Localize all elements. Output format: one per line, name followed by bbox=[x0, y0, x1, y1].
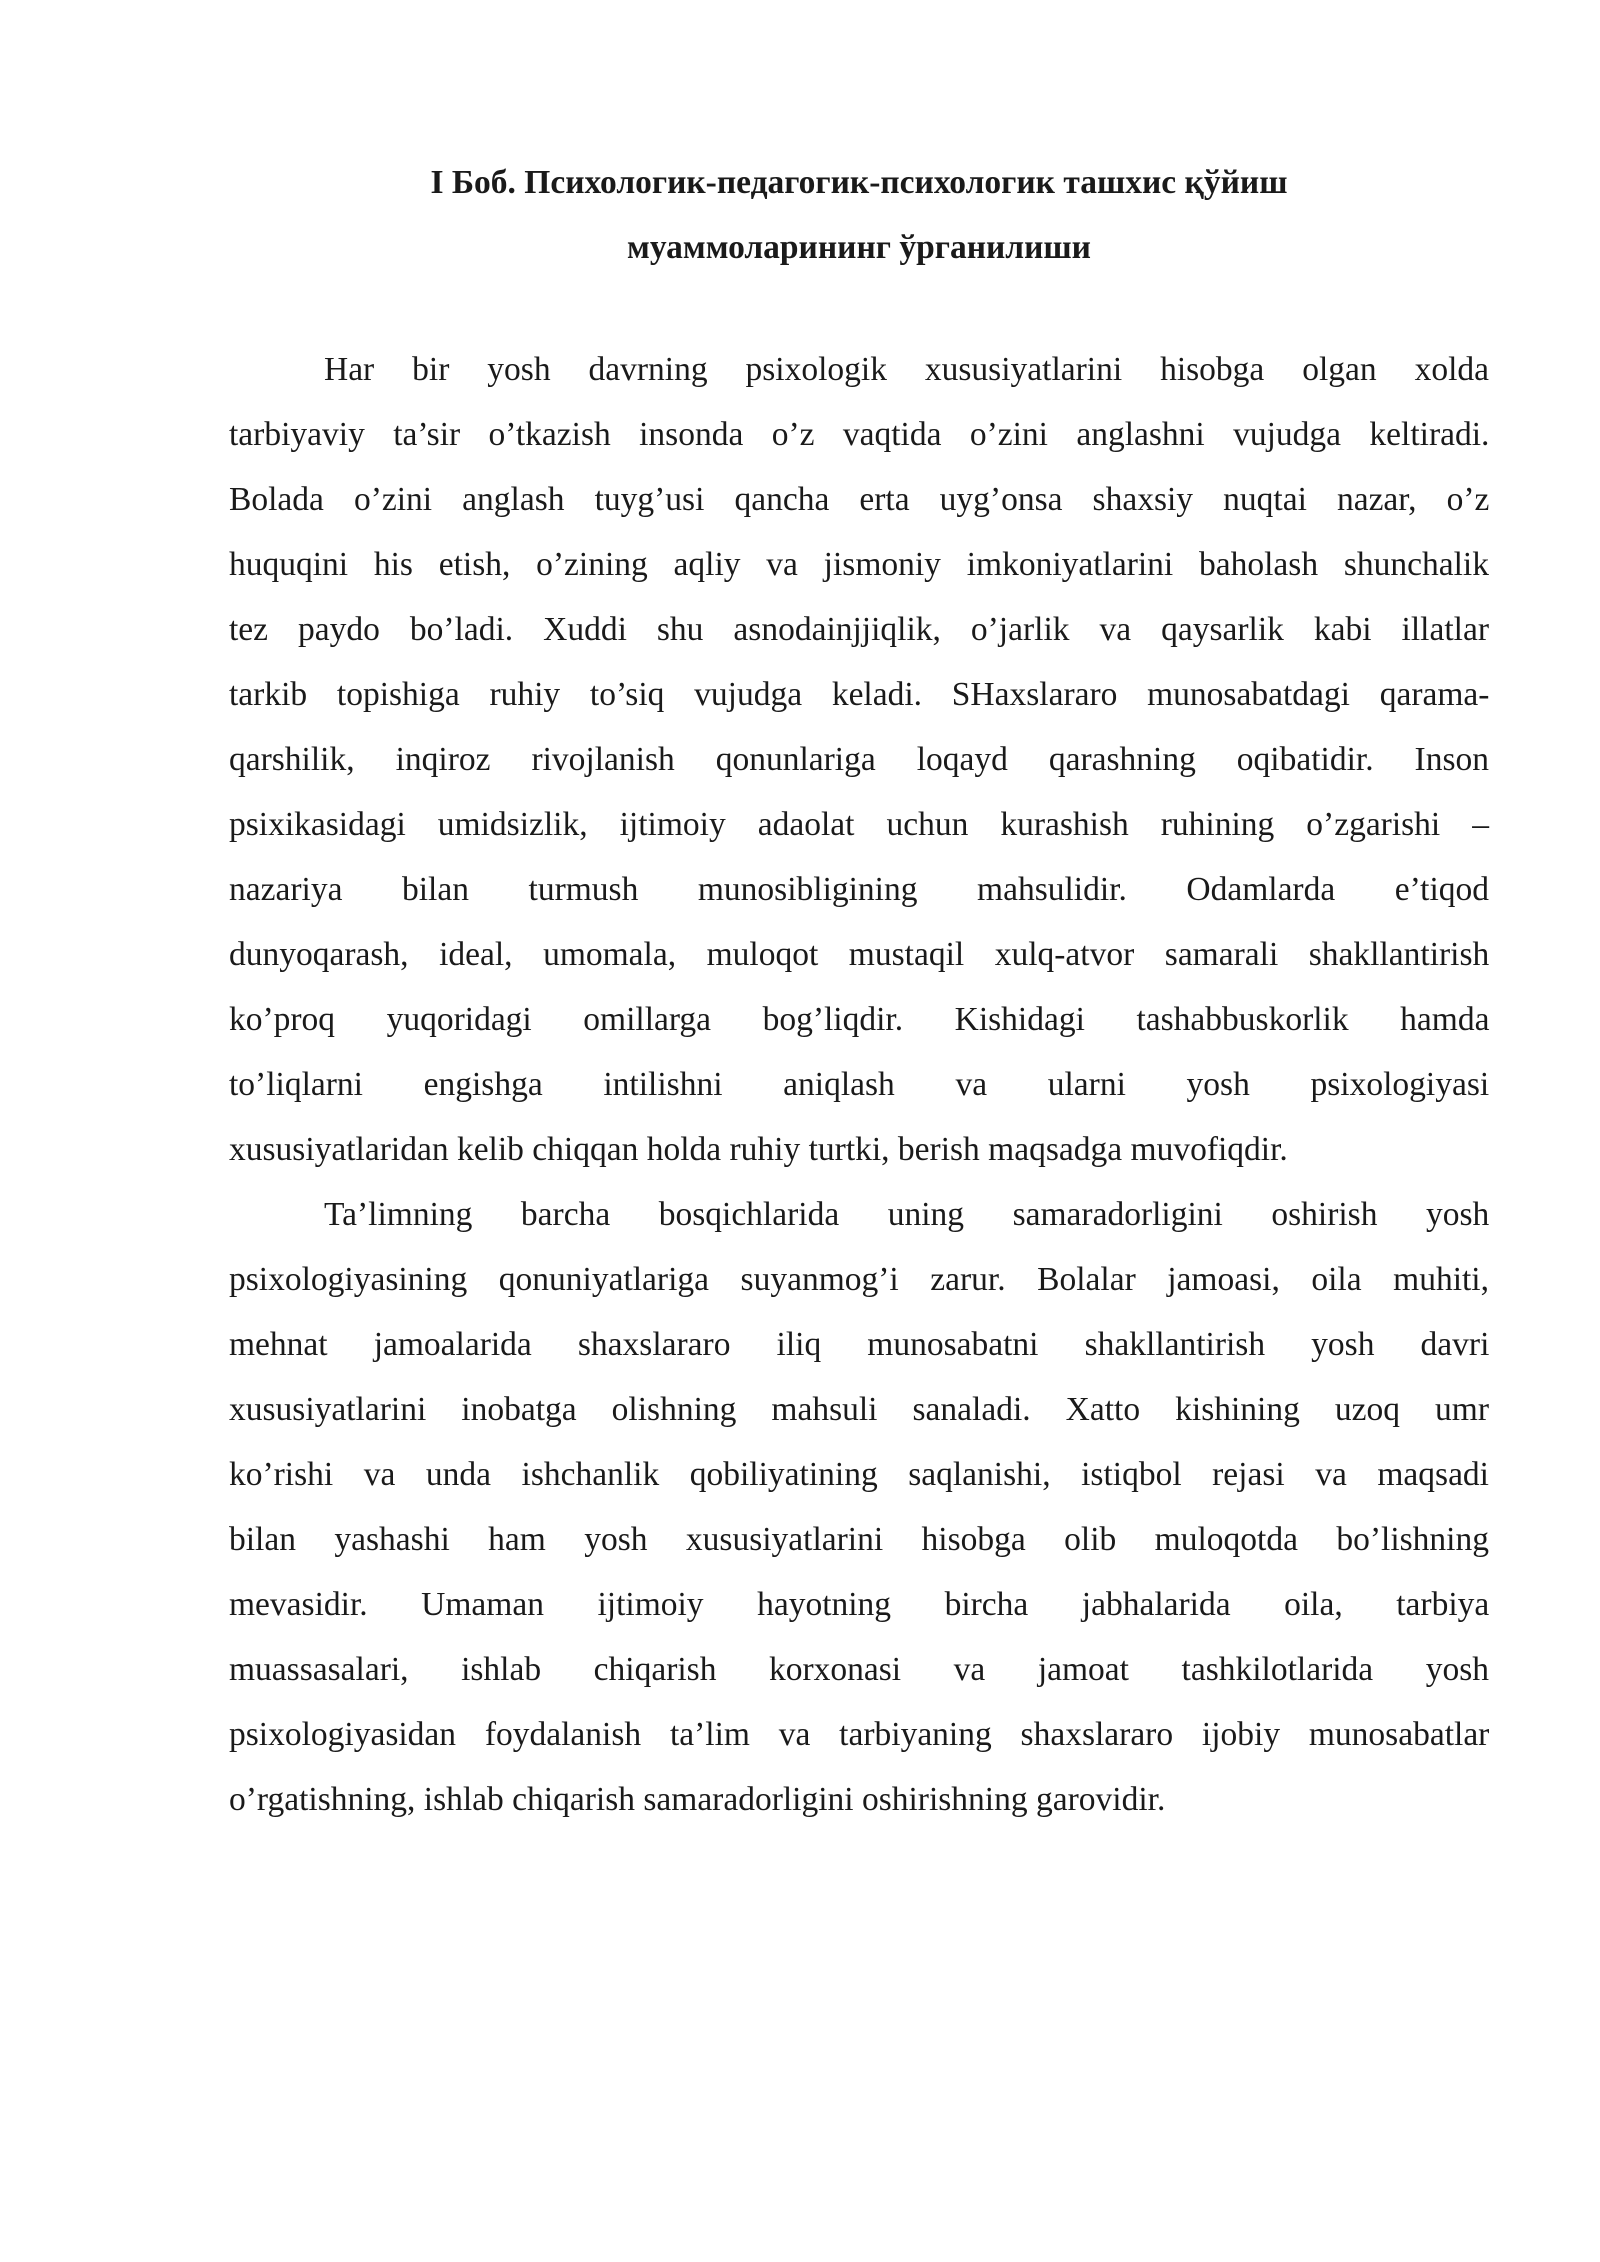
text-line: o’rgatishning, ishlab chiqarish samaradorligini oshirishning garovidir. bbox=[229, 1781, 1166, 1818]
text-line: mevasidir. Umaman ijtimoiy hayotning bircha jabhalarida oila, tarbiya bbox=[229, 1586, 1490, 1623]
text-line: Bolada o’zini anglash tuyg’usi qancha erta uyg’onsa shaxsiy nuqtai nazar, o’z bbox=[229, 481, 1490, 518]
text-line: xususiyatlarini inobatga olishning mahsuli sanaladi. Xatto kishining uzoq umr bbox=[229, 1391, 1489, 1428]
text-line: tarbiyaviy ta’sir o’tkazish insonda o’z vaqtida o’zini anglashni vujudga keltiradi. bbox=[229, 416, 1490, 453]
chapter-heading bbox=[229, 150, 1489, 280]
text-line: huquqini his etish, o’zining aqliy va jismoniy imkoniyatlarini baholash shunchalik bbox=[229, 546, 1489, 583]
body-text bbox=[229, 337, 1489, 1832]
text-line: dunyoqarash, ideal, umomala, muloqot mustaqil xulq-atvor samarali shakllantirish bbox=[229, 936, 1490, 973]
chapter-heading-line-2: муаммоларининг ўрганилиши bbox=[627, 229, 1091, 266]
text-line: ko’rishi va unda ishchanlik qobiliyatining saqlanishi, istiqbol rejasi va maqsadi bbox=[229, 1456, 1489, 1493]
text-line: mehnat jamoalarida shaxslararo iliq munosabatni shakllantirish yosh davri bbox=[229, 1326, 1490, 1363]
paragraph-2 bbox=[229, 1182, 1489, 1832]
text-line: qarshilik, inqiroz rivojlanish qonunlariga loqayd qarashning oqibatidir. Inson bbox=[229, 741, 1489, 778]
text-line: psixikasidagi umidsizlik, ijtimoiy adaolat uchun kurashish ruhining o’zgarishi – bbox=[229, 806, 1489, 843]
text-line: muassasalari, ishlab chiqarish korxonasi va jamoat tashkilotlarida yosh bbox=[229, 1651, 1489, 1688]
paragraph-1 bbox=[229, 337, 1489, 1182]
text-line: Ta’limning barcha bosqichlarida uning samaradorligini oshirish yosh bbox=[324, 1196, 1490, 1233]
text-line: psixologiyasining qonuniyatlariga suyanmog’i zarur. Bolalar jamoasi, oila muhiti, bbox=[229, 1261, 1489, 1298]
text-line: xususiyatlaridan kelib chiqqan holda ruhiy turtki, berish maqsadga muvofiqdir. bbox=[229, 1131, 1288, 1168]
chapter-heading-line-1: I Боб. Психологик-педагогик-психологик ташхис қўйиш bbox=[430, 164, 1288, 201]
text-line: bilan yashashi ham yosh xususiyatlarini hisobga olib muloqotda bo’lishning bbox=[229, 1521, 1489, 1558]
text-line: ko’proq yuqoridagi omillarga bog’liqdir. Kishidagi tashabbuskorlik hamda bbox=[229, 1001, 1490, 1038]
text-line: Har bir yosh davrning psixologik xususiyatlarini hisobga olgan xolda bbox=[324, 351, 1489, 388]
text-line: tarkib topishiga ruhiy to’siq vujudga keladi. SHaxslararo munosabatdagi qarama- bbox=[229, 676, 1490, 713]
text-line: to’liqlarni engishga intilishni aniqlash va ularni yosh psixologiyasi bbox=[229, 1066, 1490, 1103]
text-line: nazariya bilan turmush munosibligining mahsulidir. Odamlarda e’tiqod bbox=[229, 871, 1490, 908]
text-line: tez paydo bo’ladi. Xuddi shu asnodainjjiqlik, o’jarlik va qaysarlik kabi illatlar bbox=[229, 611, 1489, 648]
text-line: psixologiyasidan foydalanish ta’lim va tarbiyaning shaxslararo ijobiy munosabatlar bbox=[229, 1716, 1490, 1753]
